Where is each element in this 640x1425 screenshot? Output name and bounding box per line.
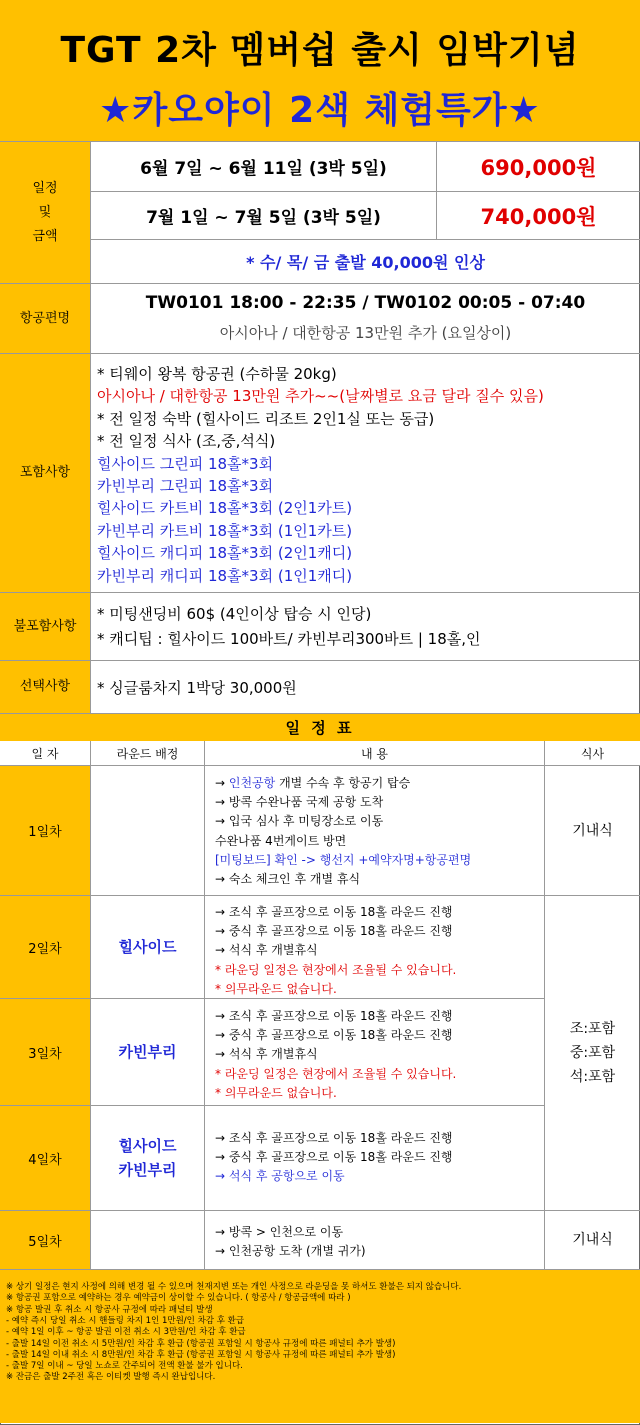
itinerary-description — [205, 1211, 545, 1270]
price-dates: 6월 7일 ~ 6월 11일 (3박 5일) — [91, 142, 437, 191]
note-line: ※ 상기 일정은 현지 사정에 의해 변경 될 수 있으며 천재지변 또는 개인 사정으로 라운딩을 못 하셔도 환불은 되지 않습니다. — [6, 1282, 462, 1292]
round-course: 힐사이드 — [118, 1137, 177, 1155]
itinerary-description — [205, 766, 545, 896]
itinerary-day: 3일차 — [0, 999, 91, 1106]
col-header-content: 내 용 — [205, 741, 545, 766]
note-line: ※ 잔금은 출발 2주전 혹은 이티켓 발행 즉시 완납입니다. — [6, 1372, 216, 1383]
round-course: 카빈부리 — [118, 1043, 177, 1061]
note-line: - 예약 즉시 당일 취소 시 핸들링 차지 1인 1만원/인 차감 후 환급 — [6, 1315, 245, 1326]
schedule-price-label: 일정 및 금액 — [0, 142, 91, 283]
optional-label: 선택사항 — [0, 661, 91, 713]
flight-label: 항공편명 — [0, 284, 91, 353]
itinerary-line: → 입국 심사 후 미팅장소로 이동 — [215, 814, 384, 829]
itinerary-day: 4일차 — [0, 1106, 91, 1211]
itinerary-line: → 방콕 > 인천으로 이동 — [215, 1225, 344, 1239]
included-item: 카빈부리 그린피 18홀*3회 — [97, 477, 274, 495]
excluded-label: 불포함사항 — [0, 593, 91, 660]
included-item: * 티웨이 왕복 항공권 (수하물 20kg) — [97, 365, 337, 383]
flight-section — [0, 284, 640, 354]
itinerary-day: 5일차 — [0, 1211, 91, 1270]
note-line: ※ 항공 발권 후 취소 시 항공사 규정에 따라 패널티 발생 — [6, 1304, 213, 1315]
flight-times: TW0101 18:00 - 22:35 / TW0102 00:05 - 07:40 — [145, 293, 586, 313]
itinerary-line: → 중식 후 골프장으로 이동 18홀 라운드 진행 — [215, 1028, 453, 1043]
included-item: * 전 일정 식사 (조,중,석식) — [97, 432, 276, 451]
itinerary-round — [91, 999, 205, 1106]
optional-section — [0, 661, 640, 714]
itinerary-line: * 라운딩 일정은 현장에서 조율될 수 있습니다. — [215, 962, 457, 977]
price-amount: 690,000원 — [480, 155, 597, 180]
note-line: - 예약 1일 이후 ~ 항공 발권 이전 취소 시 3만원/인 차감 후 환급 — [6, 1327, 246, 1338]
itinerary-line: → 조식 후 골프장으로 이동 18홀 라운드 진행 — [215, 1009, 453, 1023]
meal-item: 석:포함 — [569, 1069, 616, 1085]
itinerary-day: 1일차 — [0, 766, 91, 896]
meal-item: 조:포함 — [569, 1021, 616, 1037]
itinerary-line: → 인천공항 개별 수속 후 항공기 탑승 — [215, 776, 411, 790]
note-line: - 출발 14일 이전 취소 시 5만원/인 차감 후 환급 (항공권 포함일 시 항공사 규정에 따른 패널티 추가 발생) — [6, 1338, 396, 1349]
note-line: ※ 항공권 포함으로 예약하는 경우 예약금이 상이할 수 있습니다. ( 항공사 / 항공금액에 따라 ) — [6, 1293, 351, 1304]
itinerary-line: [미팅보드] 확인 -> 행선지 +예약자명+항공편명 — [215, 852, 472, 867]
itinerary-meal — [545, 896, 640, 1211]
included-item: 힐사이드 캐디피 18홀*3회 (2인1캐디) — [97, 544, 353, 563]
included-label: 포함사항 — [0, 354, 91, 592]
itinerary-round — [91, 1106, 205, 1211]
itinerary-line: → 숙소 체크인 후 개별 휴식 — [215, 872, 361, 886]
included-item: 카빈부리 캐디피 18홀*3회 (1인1캐디) — [97, 566, 353, 585]
itinerary-line: → 조식 후 골프장으로 이동 18홀 라운드 진행 — [215, 905, 453, 919]
included-item: 아시아나 / 대한항공 13만원 추가~~(날짜별로 요금 달라 질수 있음) — [97, 387, 544, 406]
price-amount: 740,000원 — [480, 204, 597, 229]
itinerary-description — [205, 896, 545, 999]
round-course: 카빈부리 — [118, 1161, 177, 1179]
itinerary-title: 일 정 표 — [0, 714, 640, 742]
meal-item: 기내식 — [572, 1232, 613, 1248]
round-course: 힐사이드 — [118, 938, 177, 956]
itinerary-line: 수완나품 4번게이트 방면 — [215, 833, 347, 848]
itinerary-meal — [545, 766, 640, 896]
included-item: * 전 일정 숙박 (힐사이드 리조트 2인1실 또는 동급) — [97, 409, 435, 428]
page-title: TGT 2차 멤버쉽 출시 임박기념 — [60, 30, 580, 71]
price-dates: 7월 1일 ~ 7월 5일 (3박 5일) — [91, 192, 437, 239]
included-section — [0, 354, 640, 593]
itinerary-round — [91, 1211, 205, 1270]
included-item: 힐사이드 카트비 18홀*3회 (2인1카트) — [97, 499, 353, 518]
included-item: 힐사이드 그린피 18홀*3회 — [97, 454, 274, 473]
itinerary-line: → 석식 후 공항으로 이동 — [215, 1169, 345, 1184]
itinerary-line: → 석식 후 개별휴식 — [215, 943, 318, 958]
itinerary-description — [205, 1106, 545, 1211]
itinerary-line: → 석식 후 개별휴식 — [215, 1047, 318, 1062]
excluded-item: * 캐디팁 : 힐사이드 100바트/ 카빈부리300바트 | 18홀,인 — [97, 630, 481, 648]
col-header-day: 일 자 — [0, 741, 91, 766]
price-row — [91, 192, 640, 240]
flight-alt-airline: 아시아나 / 대한항공 13만원 추가 (요일상이) — [219, 324, 512, 342]
itinerary-line: → 중식 후 골프장으로 이동 18홀 라운드 진행 — [215, 1150, 453, 1165]
col-header-round: 라운드 배정 — [91, 741, 205, 766]
itinerary-round — [91, 766, 205, 896]
itinerary-line: → 조식 후 골프장으로 이동 18홀 라운드 진행 — [215, 1131, 453, 1145]
itinerary-description — [205, 999, 545, 1106]
itinerary-line: → 인천공항 도착 (개별 귀가) — [215, 1244, 366, 1259]
page-header — [0, 0, 640, 142]
meal-item: 기내식 — [572, 822, 613, 839]
itinerary-line: → 중식 후 골프장으로 이동 18홀 라운드 진행 — [215, 924, 453, 939]
page-subtitle: ★카오야이 2색 체험특가★ — [99, 90, 541, 131]
excluded-section — [0, 593, 640, 661]
meal-item: 중:포함 — [569, 1045, 616, 1061]
itinerary-round — [91, 896, 205, 999]
surcharge-note: * 수/ 목/ 금 출발 40,000원 인상 — [246, 253, 485, 272]
itinerary-line: * 라운딩 일정은 현장에서 조율될 수 있습니다. — [215, 1066, 457, 1081]
notes-section — [0, 1270, 640, 1423]
itinerary-line: → 방콕 수완나품 국제 공항 도착 — [215, 795, 384, 810]
included-item: 카빈부리 카트비 18홀*3회 (1인1카트) — [97, 521, 353, 540]
itinerary-meal — [545, 1211, 640, 1270]
excluded-item: * 미팅샌딩비 60$ (4인이상 탑승 시 인당) — [97, 605, 372, 623]
itinerary-day: 2일차 — [0, 896, 91, 999]
price-row — [91, 142, 640, 192]
note-line: - 출발 7일 이내 ~ 당일 노쇼로 간주되어 전액 환불 불가 입니다. — [6, 1361, 243, 1372]
optional-item: * 싱글룸차지 1박당 30,000원 — [97, 679, 297, 697]
note-line: - 출발 14일 이내 취소 시 8만원/인 차감 후 환급 (항공권 포함일 시 항공사 규정에 따른 패널티 추가 발생) — [6, 1349, 396, 1360]
itinerary-line: * 의무라운드 없습니다. — [215, 981, 337, 996]
itinerary-line: * 의무라운드 없습니다. — [215, 1085, 337, 1100]
col-header-meal: 식사 — [545, 741, 640, 766]
schedule-price-section — [0, 142, 640, 284]
